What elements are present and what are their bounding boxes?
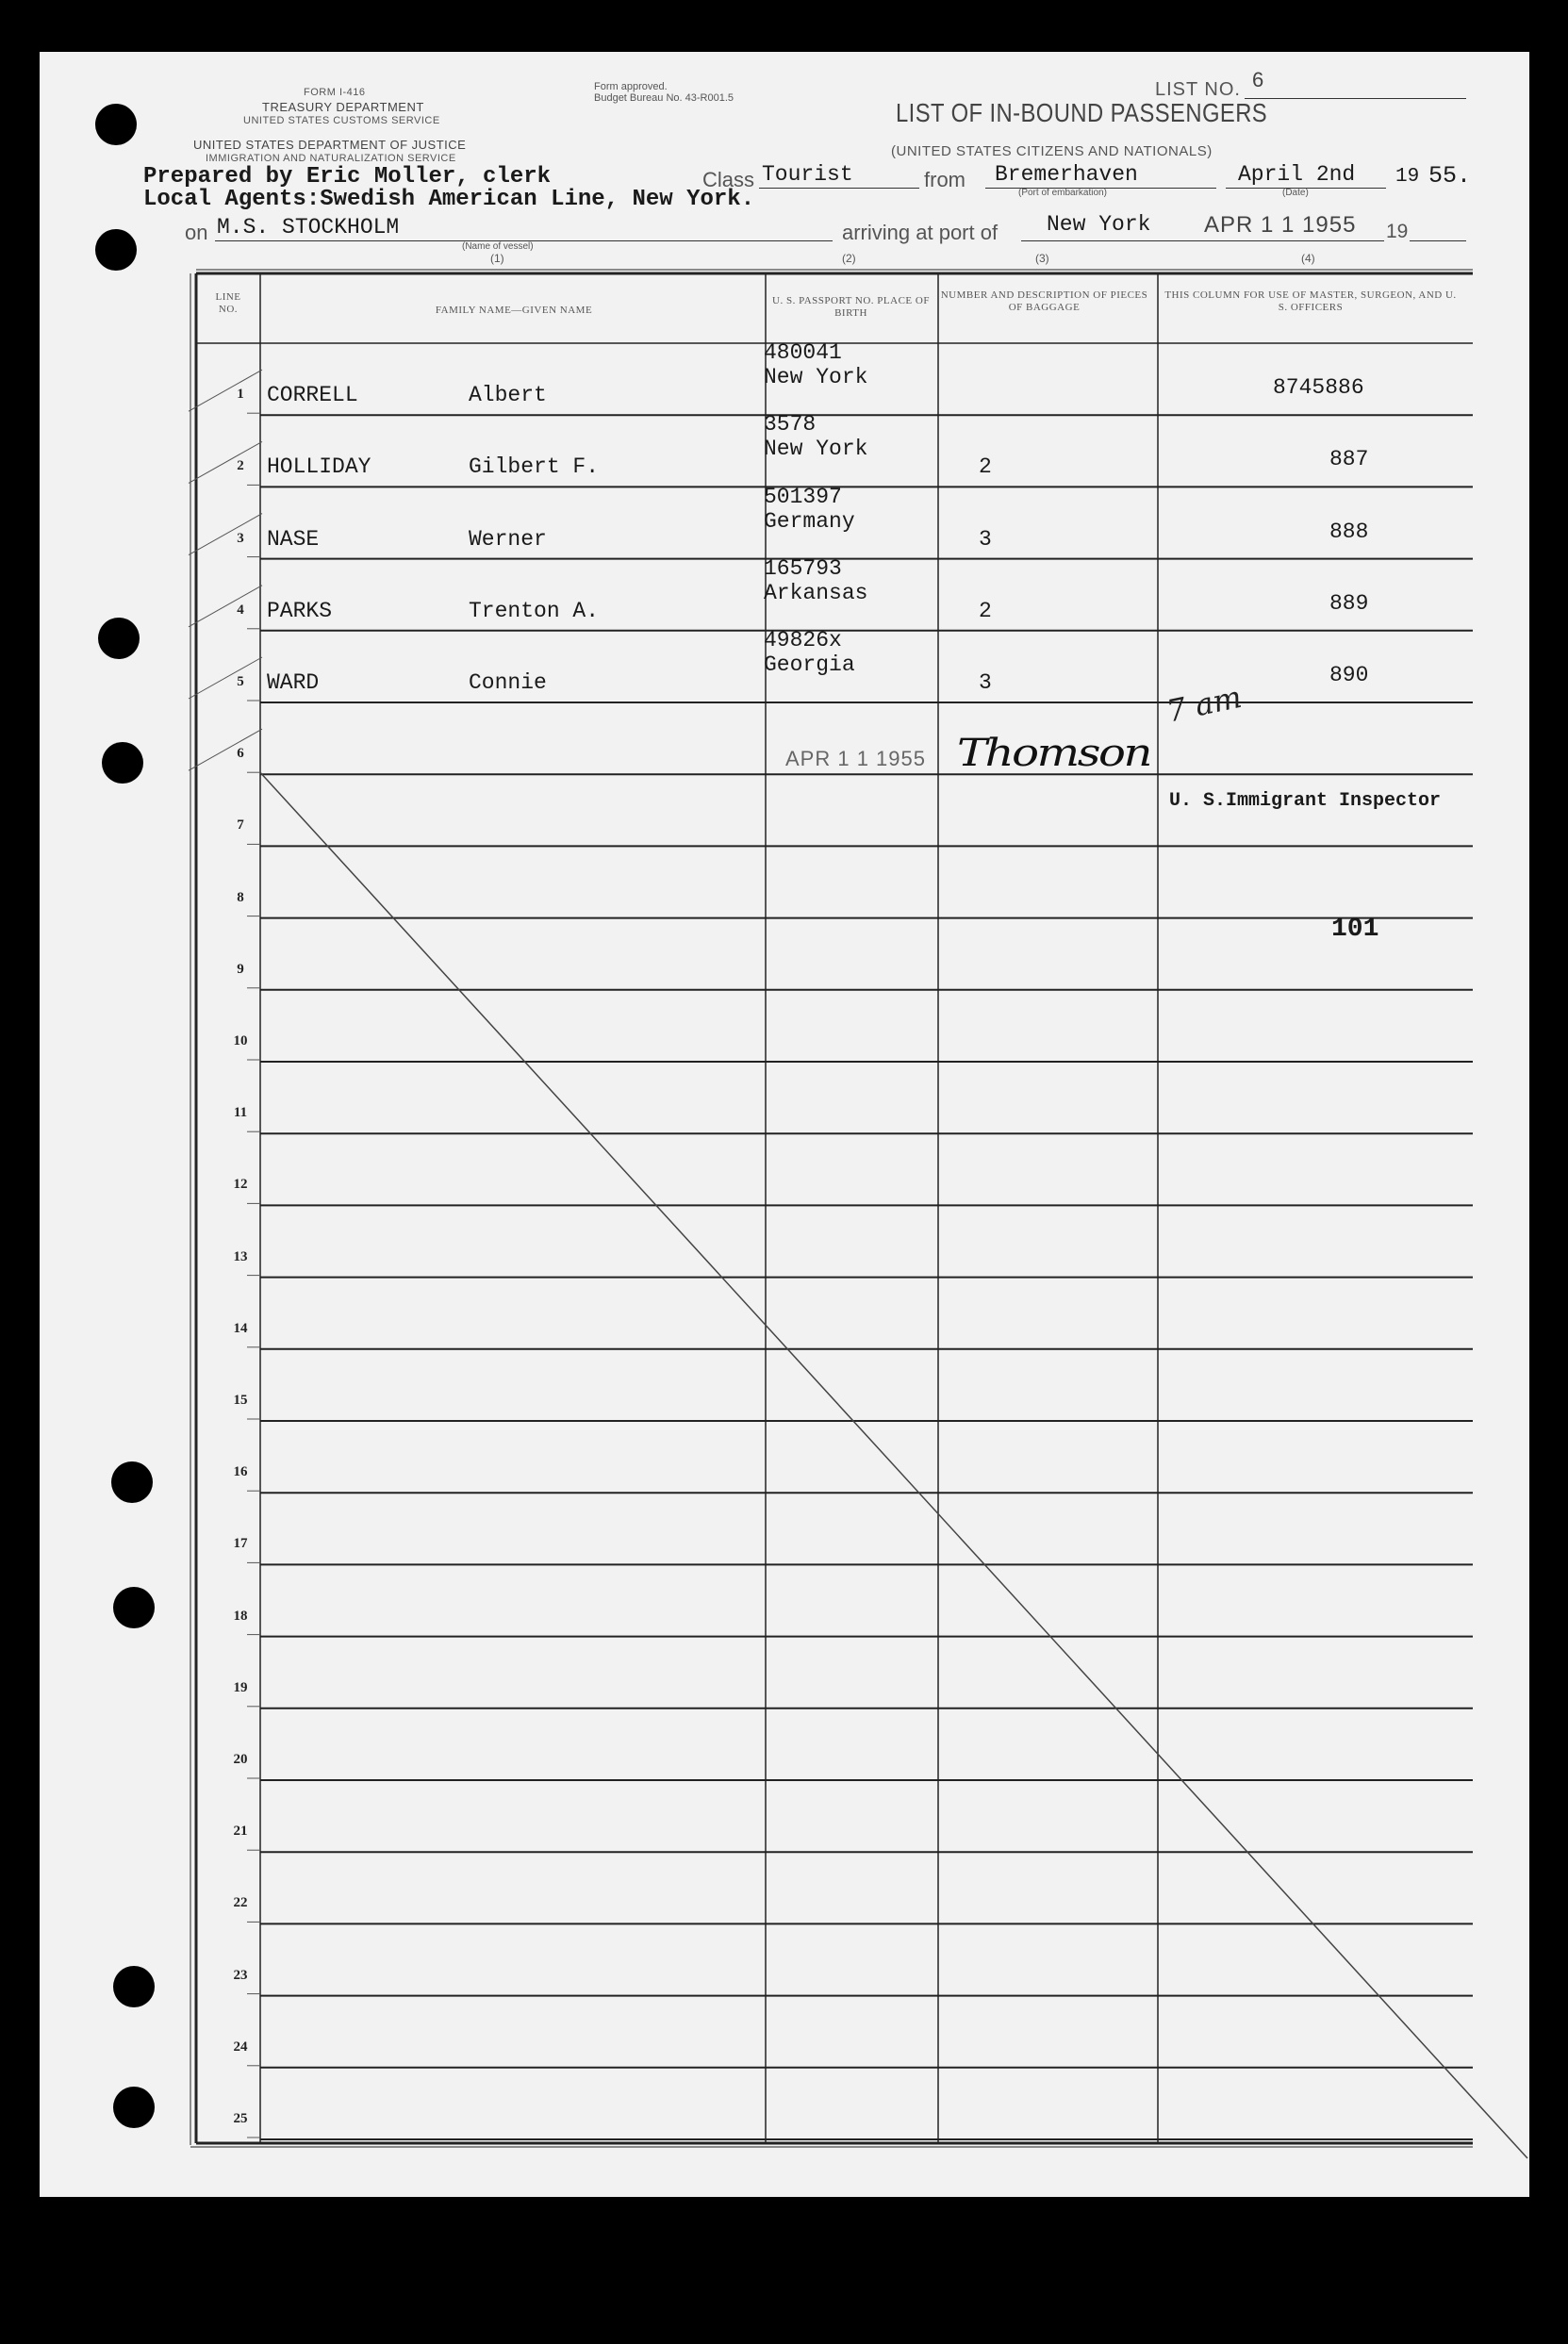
port-embark-caption: (Port of embarkation) bbox=[1018, 188, 1107, 198]
header-passport: U. S. PASSPORT NO. PLACE OF BIRTH bbox=[772, 295, 930, 319]
row-number: 8 bbox=[237, 889, 244, 905]
col-caption-1: (1) bbox=[490, 252, 504, 265]
class-label: Class bbox=[702, 168, 755, 191]
family-name: NASE bbox=[267, 526, 320, 552]
header-baggage: NUMBER AND DESCRIPTION OF PIECES OF BAGGAGE bbox=[940, 289, 1148, 313]
arrival-date-stamp: APR 1 1 1955 bbox=[1204, 212, 1357, 238]
baggage-count: 3 bbox=[979, 670, 992, 695]
year-suffix: 55. bbox=[1428, 162, 1472, 190]
form-title: LIST OF IN-BOUND PASSENGERS bbox=[896, 98, 1268, 127]
given-name: Albert bbox=[469, 383, 547, 408]
officer-number: 888 bbox=[1329, 519, 1369, 544]
local-agents: Local Agents:Swedish American Line, New York. bbox=[143, 187, 755, 212]
row-number: 15 bbox=[233, 1393, 248, 1408]
row-number: 7 bbox=[237, 817, 244, 834]
row-number: 18 bbox=[233, 1608, 248, 1624]
given-name: Gilbert F. bbox=[469, 454, 600, 480]
officer-number: 890 bbox=[1329, 663, 1369, 687]
class-value: Tourist bbox=[762, 162, 853, 187]
row-number: 16 bbox=[233, 1464, 248, 1480]
family-name: WARD bbox=[267, 670, 320, 695]
arrival-year-prefix: 19 bbox=[1386, 221, 1409, 242]
sailing-date: April 2nd bbox=[1238, 162, 1356, 187]
list-no-label: LIST NO. bbox=[1155, 79, 1241, 100]
date-caption: (Date) bbox=[1282, 188, 1309, 198]
given-name: Connie bbox=[469, 670, 547, 695]
passport-number: 480041 bbox=[764, 340, 842, 366]
time-note: 7 am bbox=[1164, 678, 1246, 730]
inspector-title: U. S.Immigrant Inspector bbox=[1169, 790, 1442, 812]
page-count: 101 bbox=[1331, 915, 1379, 944]
given-name: Werner bbox=[469, 526, 547, 552]
row-number: 10 bbox=[233, 1033, 248, 1048]
row-number: 11 bbox=[233, 1105, 248, 1121]
treasury-dept: TREASURY DEPARTMENT bbox=[262, 100, 424, 114]
row-number: 1 bbox=[237, 387, 244, 403]
passport-number: 49826x bbox=[764, 628, 842, 652]
vessel-caption: (Name of vessel) bbox=[462, 241, 534, 252]
place-of-birth: Arkansas bbox=[764, 580, 868, 605]
baggage-count: 2 bbox=[979, 454, 992, 480]
inspection-date-stamp: APR 1 1 1955 bbox=[785, 747, 926, 770]
family-name: CORRELL bbox=[267, 383, 358, 408]
cancel-diagonal-line bbox=[260, 772, 1527, 2158]
year-prefix: 19 bbox=[1395, 166, 1420, 188]
row-number: 14 bbox=[233, 1320, 248, 1336]
row-number: 5 bbox=[237, 674, 244, 689]
port-embark-value: Bremerhaven bbox=[995, 162, 1138, 187]
baggage-count: 3 bbox=[979, 526, 992, 552]
list-no-value: 6 bbox=[1252, 68, 1264, 91]
row-number: 2 bbox=[237, 458, 244, 474]
on-label: on bbox=[185, 221, 208, 244]
inspector-signature: Thomson bbox=[957, 732, 1150, 775]
baggage-count: 2 bbox=[979, 598, 992, 623]
passport-number: 501397 bbox=[764, 484, 842, 509]
passport-number: 3578 bbox=[764, 412, 817, 437]
row-number: 21 bbox=[233, 1824, 248, 1840]
row-number: 17 bbox=[233, 1536, 248, 1552]
col-caption-4: (4) bbox=[1301, 252, 1315, 265]
col-caption-3: (3) bbox=[1035, 252, 1049, 265]
place-of-birth: Georgia bbox=[764, 652, 855, 677]
family-name: PARKS bbox=[267, 598, 333, 623]
ins-service: IMMIGRATION AND NATURALIZATION SERVICE bbox=[206, 153, 456, 164]
row-number: 12 bbox=[233, 1177, 248, 1193]
officer-number: 887 bbox=[1329, 447, 1369, 472]
prepared-by: Prepared by Eric Moller, clerk bbox=[143, 164, 552, 190]
header-officers: THIS COLUMN FOR USE OF MASTER, SURGEON, AND U. S. OFFICERS bbox=[1164, 289, 1457, 313]
place-of-birth: Germany bbox=[764, 508, 855, 534]
approval-line-2: Budget Bureau No. 43-R001.5 bbox=[594, 92, 734, 104]
row-number: 4 bbox=[237, 602, 244, 618]
vessel-name: M.S. STOCKHOLM bbox=[217, 215, 400, 239]
row-number: 24 bbox=[233, 2039, 248, 2055]
given-name: Trenton A. bbox=[469, 598, 600, 623]
family-name: HOLLIDAY bbox=[267, 454, 371, 480]
officer-number: 8745886 bbox=[1273, 375, 1364, 401]
customs-service: UNITED STATES CUSTOMS SERVICE bbox=[243, 115, 440, 126]
form-number: FORM I-416 bbox=[304, 87, 366, 98]
place-of-birth: New York bbox=[764, 365, 868, 390]
arrival-port: New York bbox=[1047, 212, 1151, 237]
row-number: 13 bbox=[233, 1248, 248, 1264]
arriving-label: arriving at port of bbox=[842, 221, 999, 244]
row-number: 6 bbox=[237, 746, 244, 762]
row-number: 9 bbox=[237, 961, 244, 977]
row-number: 23 bbox=[233, 1967, 248, 1983]
officer-number: 889 bbox=[1329, 590, 1369, 616]
row-number: 19 bbox=[233, 1679, 248, 1695]
col-caption-2: (2) bbox=[842, 252, 856, 265]
justice-dept: UNITED STATES DEPARTMENT OF JUSTICE bbox=[193, 138, 467, 152]
header-line-no: LINE NO. bbox=[215, 291, 241, 315]
form-subtitle: (UNITED STATES CITIZENS AND NATIONALS) bbox=[891, 143, 1213, 159]
from-label: from bbox=[924, 168, 966, 191]
row-number: 22 bbox=[233, 1895, 248, 1911]
place-of-birth: New York bbox=[764, 437, 868, 462]
passport-number: 165793 bbox=[764, 555, 842, 581]
approval-line-1: Form approved. bbox=[594, 81, 668, 92]
row-number: 25 bbox=[233, 2111, 248, 2126]
row-number: 3 bbox=[237, 530, 244, 546]
header-name: FAMILY NAME—GIVEN NAME bbox=[435, 305, 593, 316]
row-number: 20 bbox=[233, 1752, 248, 1767]
